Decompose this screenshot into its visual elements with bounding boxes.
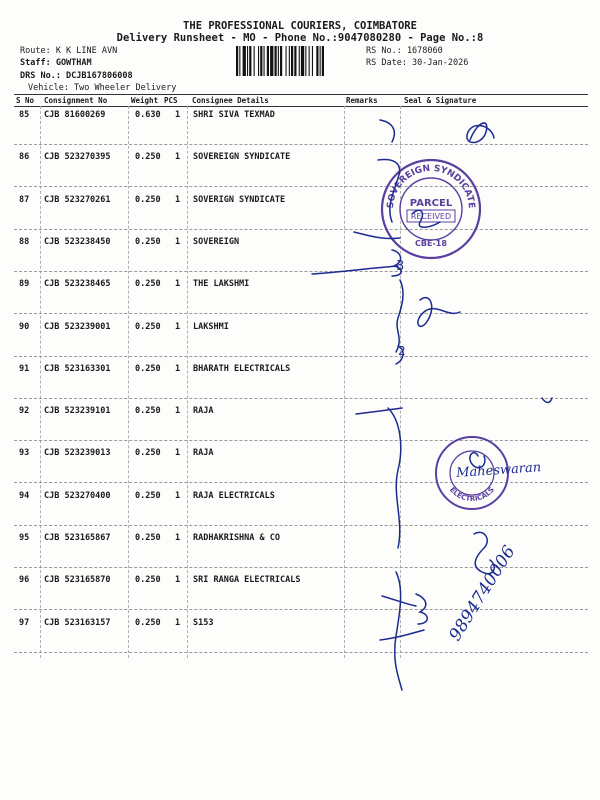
staff-label: Staff: GOWTHAM: [20, 58, 92, 68]
company-title: THE PROFESSIONAL COURIERS, COIMBATORE: [183, 20, 417, 32]
col-head-seal: Seal & Signature: [404, 96, 477, 105]
handwritten-signature-name: Maheswaran: [455, 460, 542, 482]
row-weight: 0.250: [135, 279, 161, 290]
row-weight: 0.250: [135, 575, 161, 586]
row-weight: 0.250: [135, 236, 161, 247]
row-consignment-no: CJB 523238465: [44, 279, 111, 290]
row-pcs: 1: [175, 533, 181, 543]
row-pcs: 1: [175, 110, 181, 120]
row-consignment-no: CJB 523239101: [44, 406, 111, 417]
signature-mark: [388, 408, 401, 548]
stamp-location-text: CBE-18: [415, 239, 447, 248]
row-weight: 0.250: [135, 152, 161, 163]
row-consignment-no: CJB 523239013: [44, 448, 111, 459]
row-consignment-no: CJB 523163157: [44, 617, 111, 628]
handwritten-digit: 2: [398, 344, 406, 358]
row-weight: 0.250: [135, 363, 161, 374]
row-consignment-no: CJB 523270400: [44, 490, 111, 501]
row-sno: 90: [19, 321, 30, 332]
row-sno: 87: [19, 194, 30, 205]
row-consignment-no: CJB 523270261: [44, 194, 111, 205]
row-consignment-no: CJB 523165870: [44, 575, 111, 586]
row-consignment-no: CJB 523163301: [44, 363, 111, 374]
stamp-received-text: RECEIVED: [410, 212, 452, 221]
stamp-ring-text: ELECTRICALS: [447, 485, 497, 504]
row-weight: 0.250: [135, 194, 161, 205]
row-sno: 89: [19, 279, 30, 290]
row-consignee: RAJA ELECTRICALS: [193, 490, 275, 501]
route-label: Route: K K LINE AVN: [20, 46, 118, 56]
signature-mark: [356, 408, 402, 414]
row-consignee: RAJA: [193, 448, 214, 459]
row-consignee: S153: [193, 617, 214, 628]
col-head-remarks: Remarks: [346, 96, 378, 105]
row-pcs: 1: [175, 279, 181, 290]
row-consignment-no: CJB 523238450: [44, 236, 111, 247]
row-sno: 85: [19, 110, 30, 120]
signature-mark: [395, 572, 402, 690]
col-head-pcs: PCS: [164, 96, 178, 105]
row-weight: 0.250: [135, 321, 161, 332]
vehicle-label: Vehicle: Two Wheeler Delivery: [28, 83, 177, 93]
row-consignee: RADHAKRISHNA & CO: [193, 533, 280, 543]
row-sno: 94: [19, 490, 30, 501]
col-head-sno: S No: [16, 96, 35, 105]
row-consignee: SOVERIGN SYNDICATE: [193, 194, 286, 205]
signature-mark: [382, 596, 416, 606]
drs-number: DRS No.: DCJB167806008: [20, 71, 133, 81]
stamp-parcel-text: PARCEL: [409, 198, 453, 209]
row-pcs: 1: [175, 152, 181, 163]
row-sno: 86: [19, 152, 30, 163]
row-weight: 0.250: [135, 406, 161, 417]
row-sno: 91: [19, 363, 30, 374]
row-consignee: SOVEREIGN: [193, 236, 240, 247]
row-pcs: 1: [175, 194, 181, 205]
row-consignee: SOVEREIGN SYNDICATE: [193, 152, 291, 163]
row-consignment-no: CJB 81600269: [44, 110, 106, 120]
signature-mark: [354, 232, 400, 239]
row-pcs: 1: [175, 406, 181, 417]
col-head-consignee: Consignee Details: [192, 96, 269, 105]
row-weight: 0.250: [135, 490, 161, 501]
col-head-weight: Weight: [131, 96, 159, 105]
row-sno: 93: [19, 448, 30, 459]
signature-mark: [396, 280, 403, 352]
row-pcs: 1: [175, 575, 181, 586]
row-consignment-no: CJB 523165867: [44, 533, 111, 543]
row-sno: 96: [19, 575, 30, 586]
signature-mark: [380, 630, 424, 640]
row-pcs: 1: [175, 321, 181, 332]
row-consignee: RAJA: [193, 406, 214, 417]
signature-mark: [380, 120, 394, 142]
sovereign-syndicate-stamp: [382, 160, 480, 258]
signature-mark: [467, 123, 494, 143]
row-consignee: THE LAKSHMI: [193, 279, 250, 290]
row-weight: 0.250: [135, 617, 161, 628]
row-consignment-no: CJB 523270395: [44, 152, 111, 163]
row-sno: 97: [19, 617, 30, 628]
rs-date: RS Date: 30-Jan-2026: [366, 58, 469, 68]
row-consignee: BHARATH ELECTRICALS: [193, 363, 291, 374]
signature-mark: [416, 594, 427, 624]
handwritten-phone-number: 9894740006: [445, 542, 520, 645]
signature-mark: [418, 298, 460, 327]
row-pcs: 1: [175, 448, 181, 459]
row-consignee: SHRI SIVA TEXMAD: [193, 110, 275, 120]
row-pcs: 1: [175, 490, 181, 501]
col-head-consignment: Consignment No: [44, 96, 108, 105]
rs-number: RS No.: 1678060: [366, 46, 443, 56]
row-sno: 88: [19, 236, 30, 247]
row-weight: 0.250: [135, 448, 161, 459]
row-consignment-no: CJB 523239001: [44, 321, 111, 332]
signature-mark: [312, 266, 398, 274]
row-weight: 0.630: [135, 110, 161, 120]
stamp-ring-text: SOVEREIGN SYNDICATE: [385, 163, 477, 209]
row-weight: 0.250: [135, 533, 161, 543]
row-pcs: 1: [175, 363, 181, 374]
row-consignee: LAKSHMI: [193, 321, 229, 332]
row-consignee: SRI RANGA ELECTRICALS: [193, 575, 301, 586]
handwritten-digit: 3: [396, 259, 405, 274]
runsheet-subtitle: Delivery Runsheet - MO - Phone No.:9047080280 - Page No.:8: [116, 32, 484, 44]
row-pcs: 1: [175, 236, 181, 247]
row-sno: 92: [19, 406, 30, 417]
row-pcs: 1: [175, 617, 181, 628]
row-sno: 95: [19, 533, 30, 543]
signature-mark: [542, 398, 552, 403]
